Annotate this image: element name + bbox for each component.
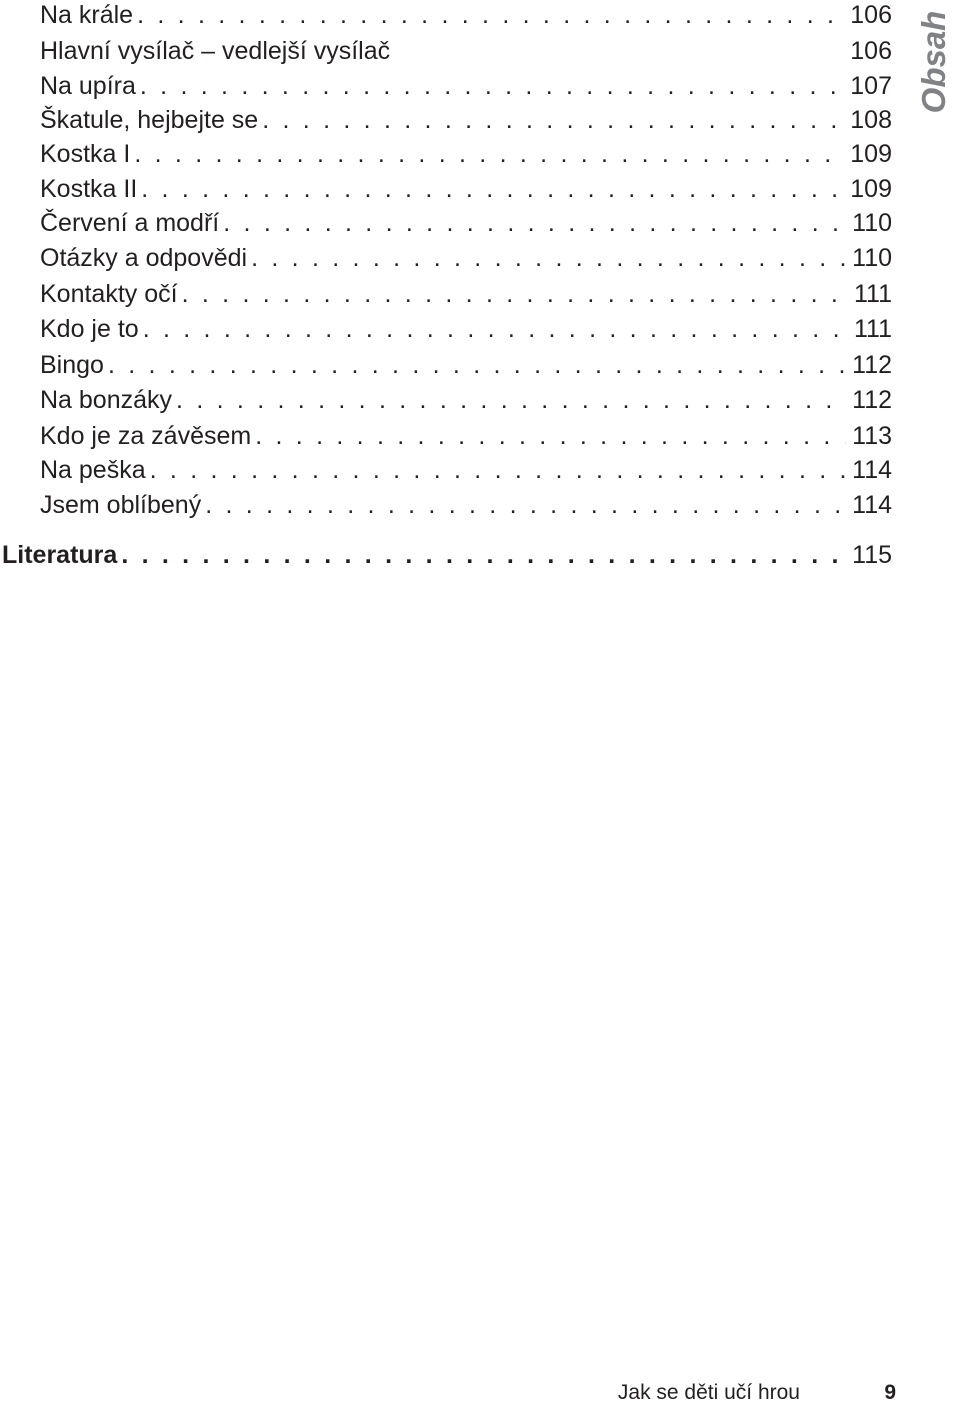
toc-entry-title: Kostka I [40,140,131,168]
toc-entry-title: Kdo je za závěsem [40,422,252,450]
toc-entry-title: Na upíra [40,72,136,100]
dot-leader [178,276,848,312]
dot-leader [133,0,844,33]
toc-entry-title: Jsem oblíbený [40,491,202,519]
section-label [914,2,954,122]
toc-entry[interactable] [40,276,892,312]
dot-leader [136,68,844,104]
toc-entry-title: Na krále [40,1,134,29]
toc-entry[interactable] [40,418,892,454]
toc-entry-page: 109 [850,140,892,168]
toc-entry[interactable] [40,311,892,347]
toc-entry[interactable] [40,382,892,418]
toc-entry-page: 112 [852,386,892,414]
toc-entry[interactable] [40,487,892,523]
dot-leader [104,347,846,383]
toc-entry-page: 112 [852,351,892,379]
footer-book-title: Jak se děti učí hrou [617,1381,800,1404]
toc-entry-title: Červení a modří [40,209,220,237]
page-footer [0,1378,960,1408]
toc-entry-page: 111 [853,280,892,308]
toc-entry-title: Na peška [40,456,146,484]
toc-entry-page: 114 [852,456,892,484]
toc-entry-page: 107 [850,72,892,100]
toc-entry-page: 115 [852,541,892,569]
toc-entry-title: Kontakty očí [40,280,178,308]
toc-entry[interactable] [40,452,892,488]
toc-entry[interactable] [40,33,892,69]
dot-leader [247,240,846,276]
toc-entry[interactable] [40,0,892,33]
toc-entry-page: 113 [852,422,892,450]
toc-entry[interactable] [40,171,892,207]
dot-leader [172,382,846,418]
toc-entry-page: 110 [852,244,892,272]
toc-entry-title: Kdo je to [40,315,139,343]
dot-leader [201,487,846,523]
toc-entry-title: Literatura [2,541,118,569]
toc-entry-page: 114 [852,491,892,519]
dot-leader [219,205,846,241]
toc-entry-page: 106 [850,37,892,65]
dot-leader [251,418,846,454]
toc-entry[interactable] [40,102,892,138]
dot-leader [130,136,844,172]
toc-entry-title: Otázky a odpovědi [40,244,248,272]
dot-leader [139,311,848,347]
toc-entry-page: 109 [850,175,892,203]
dot-leader [117,537,846,573]
toc-entry[interactable] [40,136,892,172]
toc-entry-title: Na bonzáky [40,386,173,414]
toc-entry-title: Bingo [40,351,104,379]
toc-entry-page: 111 [853,315,892,343]
footer-page-number: 9 [884,1381,896,1404]
toc-entry[interactable] [40,347,892,383]
toc-entry-title: Škatule, hejbejte se [40,106,259,134]
dot-leader [258,102,844,138]
toc-entry-title: Kostka II [40,175,138,203]
section-label-text: Obsah [915,10,952,114]
toc-entry-page: 108 [850,106,892,134]
toc-entry-title: Hlavní vysílač – vedlejší vysílač [40,37,391,65]
dot-leader [146,452,847,488]
toc-entry[interactable] [40,68,892,104]
dot-leader [137,171,844,207]
toc-entry[interactable] [40,240,892,276]
toc-entry[interactable] [40,205,892,241]
toc-entry-page: 106 [850,1,892,29]
toc-entry-page: 110 [852,209,892,237]
toc-major-entry[interactable] [2,537,892,573]
